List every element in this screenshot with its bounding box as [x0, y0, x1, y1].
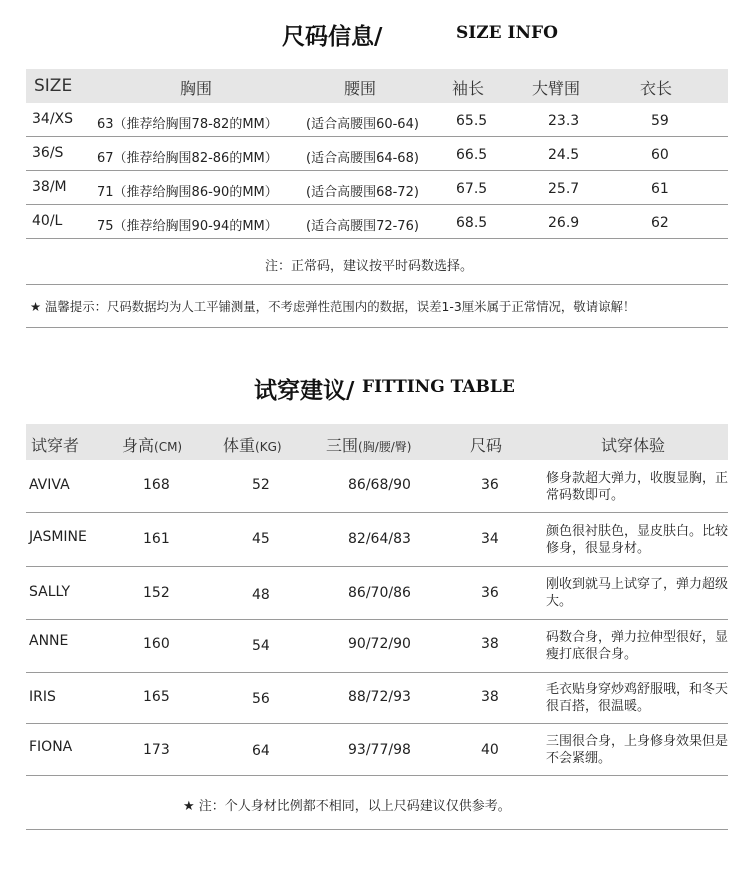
size-info-title-en: SIZE INFO	[456, 23, 558, 43]
header-measurements-label: 三围	[326, 436, 359, 455]
cell-size: 40/L	[32, 213, 63, 229]
header-tester: 试穿者	[31, 436, 80, 455]
header-size: 尺码	[470, 436, 503, 455]
cell-length: 62	[651, 215, 669, 231]
cell-size: 40	[481, 742, 499, 758]
cell-chest: 71（推荐给胸围86-90的MM）	[97, 185, 278, 200]
cell-chest: 75（推荐给胸围90-94的MM）	[97, 219, 278, 234]
cell-weight: 45	[252, 531, 270, 547]
cell-tester: SALLY	[29, 584, 71, 600]
cell-tester: AVIVA	[29, 477, 70, 493]
cell-measurements: 93/77/98	[348, 742, 411, 758]
cell-size: 34/XS	[32, 111, 74, 127]
cell-length: 59	[651, 113, 669, 129]
cell-waist: (适合高腰围60-64)	[306, 117, 419, 132]
cell-length: 61	[651, 181, 669, 197]
cell-measurements: 82/64/83	[348, 531, 411, 547]
header-sleeve: 袖长	[452, 79, 485, 98]
cell-measurements: 86/68/90	[348, 477, 411, 493]
header-waist: 腰围	[344, 79, 377, 98]
cell-sleeve: 68.5	[456, 215, 488, 231]
cell-tester: ANNE	[29, 633, 69, 649]
header-height-label: 身高	[122, 436, 155, 455]
cell-sleeve: 67.5	[456, 181, 488, 197]
cell-waist: (适合高腰围68-72)	[306, 185, 419, 200]
cell-experience: 修身款超大弹力，收腹显胸，正常码数即可。	[546, 471, 729, 503]
size-row	[26, 205, 728, 239]
cell-weight: 64	[252, 743, 270, 759]
cell-size: 38/M	[32, 179, 67, 195]
size-info-title-cn: 尺码信息/	[282, 24, 383, 50]
cell-tester: IRIS	[29, 689, 56, 705]
cell-size: 38	[481, 636, 499, 652]
cell-length: 60	[651, 147, 669, 163]
fitting-title-cn: 试穿建议/	[254, 378, 355, 404]
header-measurements	[326, 433, 411, 456]
size-row	[26, 103, 728, 137]
cell-experience: 三围很合身，上身修身效果但是不会紧绷。	[546, 734, 729, 766]
cell-tester: JASMINE	[29, 529, 87, 545]
cell-upper-arm: 26.9	[548, 215, 580, 231]
cell-weight: 48	[252, 587, 270, 603]
cell-height: 152	[143, 585, 170, 601]
size-row	[26, 171, 728, 205]
cell-chest: 63（推荐给胸围78-82的MM）	[97, 117, 278, 132]
cell-size: 34	[481, 531, 499, 547]
cell-upper-arm: 24.5	[548, 147, 580, 163]
header-chest: 胸围	[180, 79, 213, 98]
header-experience: 试穿体验	[601, 436, 666, 455]
cell-measurements: 90/72/90	[348, 636, 411, 652]
cell-experience: 刚收到就马上试穿了，弹力超级大。	[546, 577, 729, 609]
size-note: 注：正常码，建议按平时码数选择。	[265, 259, 474, 274]
cell-sleeve: 65.5	[456, 113, 488, 129]
fitting-row	[26, 724, 728, 776]
header-size: SIZE	[34, 76, 73, 96]
cell-weight: 52	[252, 477, 270, 493]
cell-experience: 码数合身，弹力拉伸型很好，显瘦打底很合身。	[546, 630, 729, 662]
header-weight-unit: (KG)	[255, 440, 282, 454]
cell-chest: 67（推荐给胸围82-86的MM）	[97, 151, 278, 166]
cell-upper-arm: 23.3	[548, 113, 580, 129]
cell-measurements: 86/70/86	[348, 585, 411, 601]
cell-tester: FIONA	[29, 739, 73, 755]
cell-waist: (适合高腰围64-68)	[306, 151, 419, 166]
size-row	[26, 137, 728, 171]
cell-height: 168	[143, 477, 170, 493]
cell-experience: 毛衣贴身穿炒鸡舒服哦，和冬天很百搭，很温暖。	[546, 682, 729, 714]
fitting-row	[26, 460, 728, 513]
cell-sleeve: 66.5	[456, 147, 488, 163]
header-weight-label: 体重	[223, 436, 256, 455]
cell-weight: 54	[252, 638, 270, 654]
cell-height: 160	[143, 636, 170, 652]
cell-size: 36	[481, 585, 499, 601]
size-table-header	[26, 69, 728, 103]
cell-upper-arm: 25.7	[548, 181, 580, 197]
cell-size: 36	[481, 477, 499, 493]
divider	[26, 284, 728, 285]
header-height-unit: (CM)	[154, 440, 183, 454]
cell-weight: 56	[252, 691, 270, 707]
header-measurements-unit: (胸/腰/臀)	[358, 440, 412, 454]
fitting-row	[26, 513, 728, 567]
cell-experience: 颜色很衬肤色，显皮肤白。比较修身，很显身材。	[546, 524, 729, 556]
divider	[26, 327, 728, 328]
cell-height: 173	[143, 742, 170, 758]
cell-height: 161	[143, 531, 170, 547]
fitting-title	[0, 370, 750, 410]
fitting-row	[26, 673, 728, 724]
cell-waist: (适合高腰围72-76)	[306, 219, 419, 234]
cell-height: 165	[143, 689, 170, 705]
header-length: 衣长	[640, 79, 673, 98]
cell-size: 36/S	[32, 145, 64, 161]
divider	[26, 829, 728, 830]
size-info-title	[0, 16, 750, 56]
header-height	[122, 433, 182, 456]
cell-size: 38	[481, 689, 499, 705]
size-tip: ★ 温馨提示：尺码数据均为人工平铺测量，不考虑弹性范围内的数据，误差1-3厘米属于正常情况，敬请谅解！	[30, 299, 636, 314]
cell-measurements: 88/72/93	[348, 689, 411, 705]
fitting-note: ★ 注：个人身材比例都不相同，以上尺码建议仅供参考。	[183, 799, 511, 814]
fitting-row	[26, 567, 728, 620]
header-weight	[223, 433, 282, 456]
fitting-row	[26, 620, 728, 673]
header-upper-arm: 大臂围	[532, 79, 581, 98]
fitting-title-en: FITTING TABLE	[362, 377, 515, 397]
fitting-table-header	[26, 424, 728, 460]
